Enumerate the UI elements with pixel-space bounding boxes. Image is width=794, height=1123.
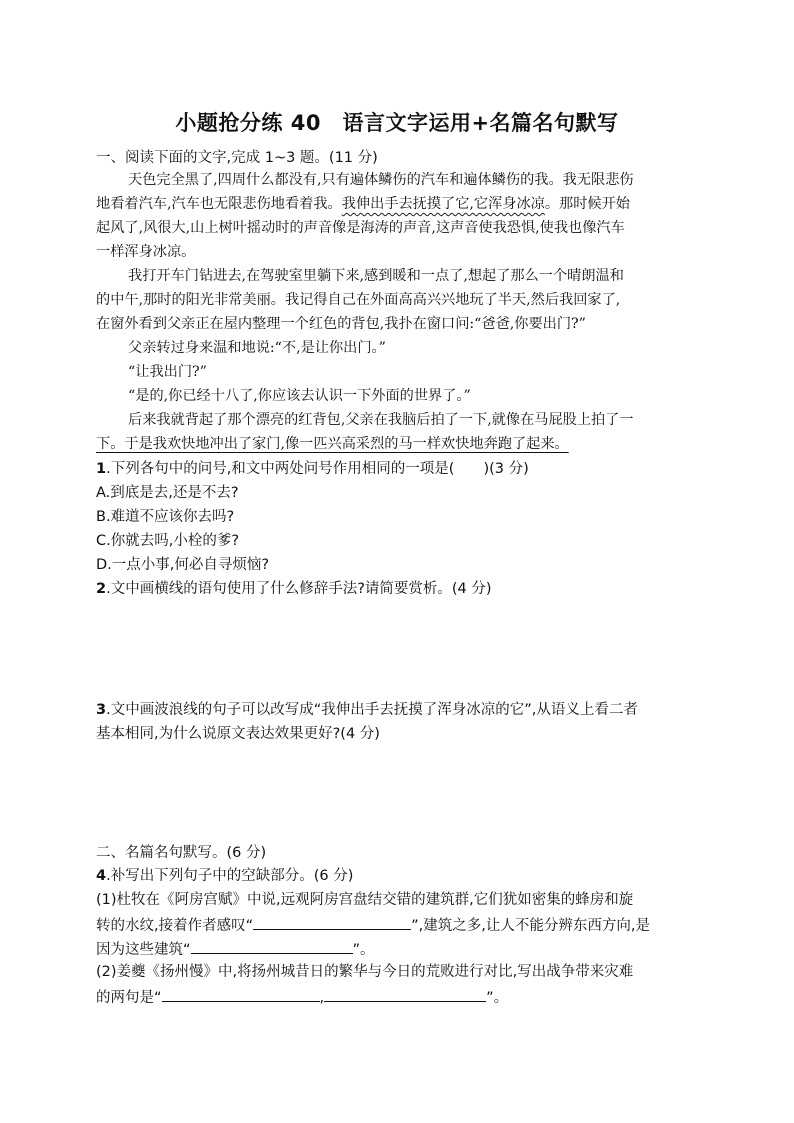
question-text: .下列各句中的问号,和文中两处问号作用相同的一项是( )(3 分) [106, 461, 529, 477]
question-number: 1 [96, 461, 107, 477]
q4-item1-line [96, 914, 650, 936]
passage-line: 后来我就背起了那个漂亮的红背包,父亲在我脑后拍了一下,就像在马屁股上拍了一 [128, 412, 634, 428]
question-number: 3 [96, 702, 107, 718]
question-text: .文中画横线的语句使用了什么修辞手法?请简要赏析。(4 分) [106, 581, 492, 597]
wavy-underlined-sentence: 我伸出手去抚摸了它,它浑身冰凉 [341, 196, 545, 212]
q4-text: 因为这些建筑“ [96, 942, 191, 958]
underlined-sentence: 下。于是我欢快地冲出了家门,像一匹兴高采烈的马一样欢快地奔跑了起来。 [96, 436, 569, 452]
q4-item2-line [96, 986, 508, 1008]
question-text: .文中画波浪线的句子可以改写成“我伸出手去抚摸了浑身冰凉的它”,从语义上看二者 [106, 702, 638, 718]
question-number: 4 [96, 868, 107, 884]
passage-line [96, 194, 630, 214]
q4-text: , [319, 990, 325, 1006]
q4-item1-line [96, 938, 375, 960]
question-text: .补写出下列句子中的空缺部分。(6 分) [106, 868, 354, 884]
passage-line: 起风了,风很大,山上树叶摇动时的声音像是海涛的声音,这声音使我恐惧,使我也像汽车 [96, 220, 625, 236]
passage-line: 在窗外看到父亲正在屋内整理一个红色的背包,我扑在窗口问:“爸爸,你要出门?” [96, 316, 586, 332]
question-3-stem-cont: 基本相同,为什么说原文表达效果更好?(4 分) [96, 726, 380, 742]
passage-line: 父亲转过身来温和地说:“不,是让你出门。” [128, 340, 386, 356]
q4-text: 的两句是“ [96, 990, 162, 1006]
question-1-stem [96, 459, 529, 479]
option-d: D.一点小事,何必自寻烦恼? [96, 557, 270, 573]
answer-blank[interactable] [162, 986, 320, 1002]
q4-text: ”。 [486, 990, 509, 1006]
section2-heading: 二、名篇名句默写。(6 分) [96, 845, 267, 861]
passage-line: 一样浑身冰凉。 [96, 244, 196, 260]
passage-line: “让我出门?” [128, 364, 207, 380]
q4-item1-line: (1)杜牧在《阿房宫赋》中说,远观阿房宫盘结交错的建筑群,它们犹如密集的蜂房和旋 [96, 892, 634, 908]
q4-text: ”。 [352, 942, 375, 958]
answer-blank[interactable] [191, 938, 353, 954]
passage-text: 。那时候开始 [544, 196, 630, 212]
q4-text: 转的水纹,接着作者感叹“ [96, 918, 254, 934]
passage-line: 我打开车门钻进去,在驾驶室里躺下来,感到暖和一点了,想起了那么一个晴朗温和 [128, 268, 624, 284]
page-title: 小题抢分练 40 语言文字运用+名篇名句默写 [175, 111, 619, 135]
question-2-stem [96, 579, 492, 599]
option-a: A.到底是去,还是不去? [96, 485, 239, 501]
question-4-stem [96, 866, 353, 886]
q4-item2-line: (2)姜夔《扬州慢》中,将扬州城昔日的繁华与今日的荒败进行对比,写出战争带来灾难 [96, 964, 634, 980]
q4-text: ”,建筑之多,让人不能分辨东西方向,是 [411, 918, 650, 934]
passage-line [96, 434, 569, 454]
section1-heading: 一、阅读下面的文字,完成 1~3 题。(11 分) [96, 150, 378, 166]
passage-line: “是的,你已经十八了,你应该去认识一下外面的世界了。” [128, 388, 471, 404]
option-b: B.难道不应该你去吗? [96, 509, 235, 525]
passage-text: 地看着汽车,汽车也无限悲伤地看着我。 [96, 196, 342, 212]
answer-blank[interactable] [253, 914, 411, 930]
option-c: C.你就去吗,小栓的爹? [96, 533, 240, 549]
question-number: 2 [96, 581, 107, 597]
answer-blank[interactable] [324, 986, 486, 1002]
passage-line: 的中午,那时的阳光非常美丽。我记得自己在外面高高兴兴地玩了半天,然后我回家了, [96, 292, 621, 308]
passage-line: 天色完全黑了,四周什么都没有,只有遍体鳞伤的汽车和遍体鳞伤的我。我无限悲伤 [128, 172, 634, 188]
question-3-stem [96, 700, 638, 720]
